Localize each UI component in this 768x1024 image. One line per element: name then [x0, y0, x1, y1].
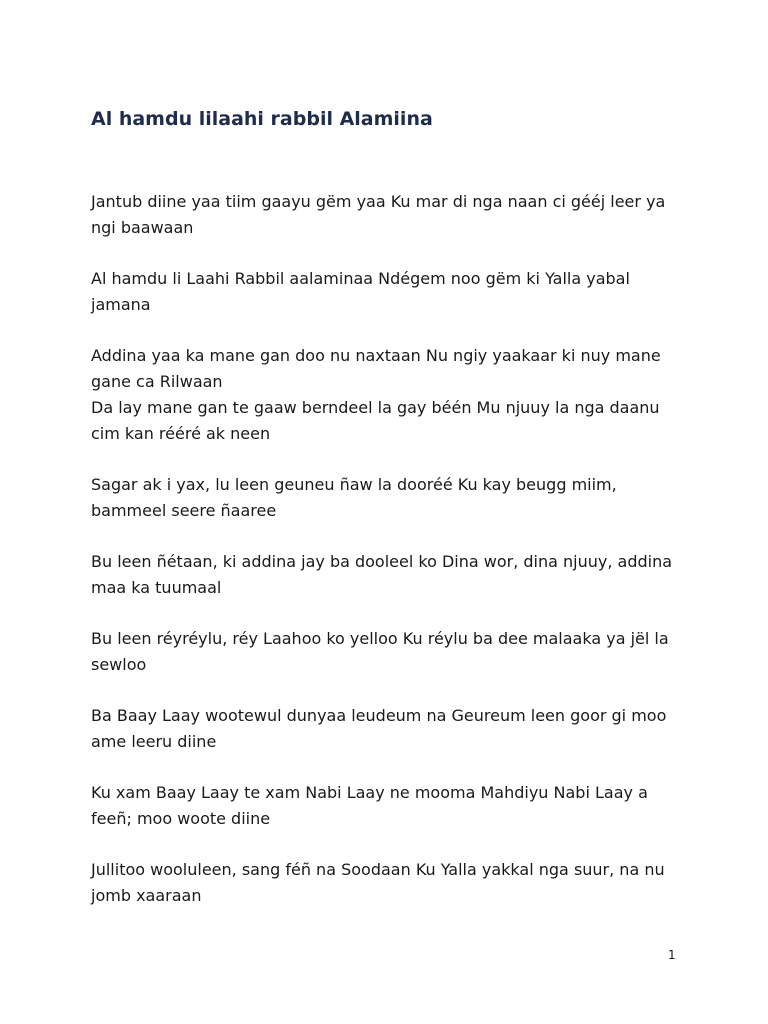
text-line: feeñ; moo woote diine — [91, 809, 271, 828]
text-line: ngi baawaan — [91, 218, 194, 237]
text-line: jamana — [91, 295, 151, 314]
paragraph — [91, 549, 681, 601]
paragraph — [91, 472, 681, 524]
paragraph — [91, 626, 681, 678]
text-line: Addina yaa ka mane gan doo nu naxtaan Nu ngiy yaakaar ki nuy mane — [91, 346, 661, 365]
paragraph — [91, 780, 681, 832]
text-line: bammeel seere ñaaree — [91, 501, 277, 520]
text-line: jomb xaaraan — [91, 886, 202, 905]
text-line: Ku xam Baay Laay te xam Nabi Laay ne mooma Mahdiyu Nabi Laay a — [91, 783, 648, 802]
text-line: Bu leen réyréylu, réy Laahoo ko yelloo Ku réylu ba dee malaaka ya jël la — [91, 629, 669, 648]
paragraph — [91, 703, 681, 755]
page-number: 1 — [668, 948, 676, 962]
document-body — [91, 189, 681, 934]
text-line: Da lay mane gan te gaaw berndeel la gay béén Mu njuuy la nga daanu — [91, 398, 660, 417]
paragraph — [91, 266, 681, 318]
paragraph — [91, 189, 681, 241]
text-line: ame leeru diine — [91, 732, 217, 751]
text-line: maa ka tuumaal — [91, 578, 222, 597]
text-line: Sagar ak i yax, lu leen geuneu ñaw la dooréé Ku kay beugg miim, — [91, 475, 617, 494]
text-line: Jullitoo wooluleen, sang féñ na Soodaan Ku Yalla yakkal nga suur, na nu — [91, 860, 665, 879]
document-title: Al hamdu lilaahi rabbil Alamiina — [91, 108, 433, 130]
text-line: Bu leen ñétaan, ki addina jay ba dooleel ko Dina wor, dina njuuy, addina — [91, 552, 673, 571]
text-line: cim kan rééré ak neen — [91, 424, 271, 443]
paragraph — [91, 343, 681, 447]
text-line: Jantub diine yaa tiim gaayu gëm yaa Ku mar di nga naan ci gééj leer ya — [91, 192, 666, 211]
paragraph — [91, 857, 681, 909]
text-line: Al hamdu li Laahi Rabbil aalaminaa Ndégem noo gëm ki Yalla yabal — [91, 269, 630, 288]
text-line: sewloo — [91, 655, 147, 674]
text-line: Ba Baay Laay wootewul dunyaa leudeum na Geureum leen goor gi moo — [91, 706, 667, 725]
text-line: gane ca Rilwaan — [91, 372, 223, 391]
